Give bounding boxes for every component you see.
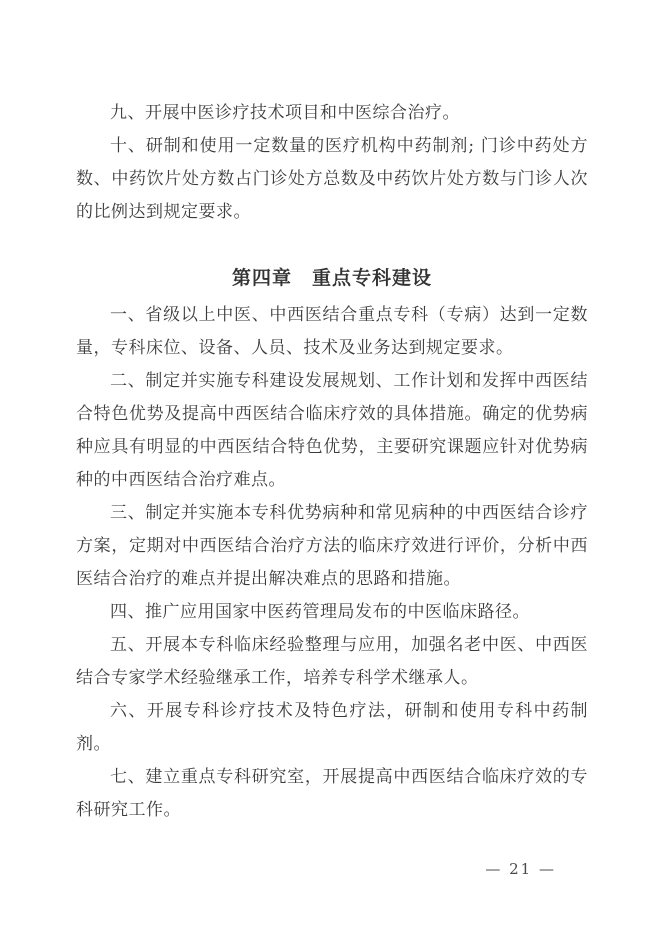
- chapter-heading: 第四章 重点专科建设: [231, 267, 432, 289]
- clause-nine: 九、开展中医诊疗技术项目和中医综合治疗。: [110, 103, 460, 123]
- clause-six: 六、开展专科诊疗技术及特色疗法，研制和使用专科中药制剂。: [76, 701, 588, 754]
- clause-five: 五、开展本专科临床经验整理与应用，加强名老中医、中西医结合专家学术经验继承工作，培养专科学术继承人。: [76, 635, 588, 688]
- clause-four: 四、推广应用国家中医药管理局发布的中医临床路径。: [110, 602, 530, 622]
- clause-one: 一、省级以上中医、中西医结合重点专科（专病）达到一定数量，专科床位、设备、人员、技术及业务达到规定要求。: [76, 305, 588, 358]
- clause-seven: 七、建立重点专科研究室，开展提高中西医结合临床疗效的专科研究工作。: [76, 767, 588, 820]
- page-number: — 21 —: [485, 860, 556, 878]
- page-content: [76, 97, 588, 827]
- clause-three: 三、制定并实施本专科优势病种和常见病种的中西医结合诊疗方案，定期对中西医结合治疗方法的临床疗效进行评价，分析中西医结合治疗的难点并提出解决难点的思路和措施。: [76, 503, 588, 589]
- clause-ten: 十、研制和使用一定数量的医疗机构中药制剂; 门诊中药处方数、中药饮片处方数占门诊处方总数及中药饮片处方数与门诊人次的比例达到规定要求。: [76, 136, 588, 222]
- clause-two: 二、制定并实施专科建设发展规划、工作计划和发挥中西医结合特色优势及提高中西医结合临床疗效的具体措施。确定的优势病种应具有明显的中西医结合特色优势，主要研究课题应针对优势病种的中西医结合治疗难点。: [76, 371, 588, 490]
